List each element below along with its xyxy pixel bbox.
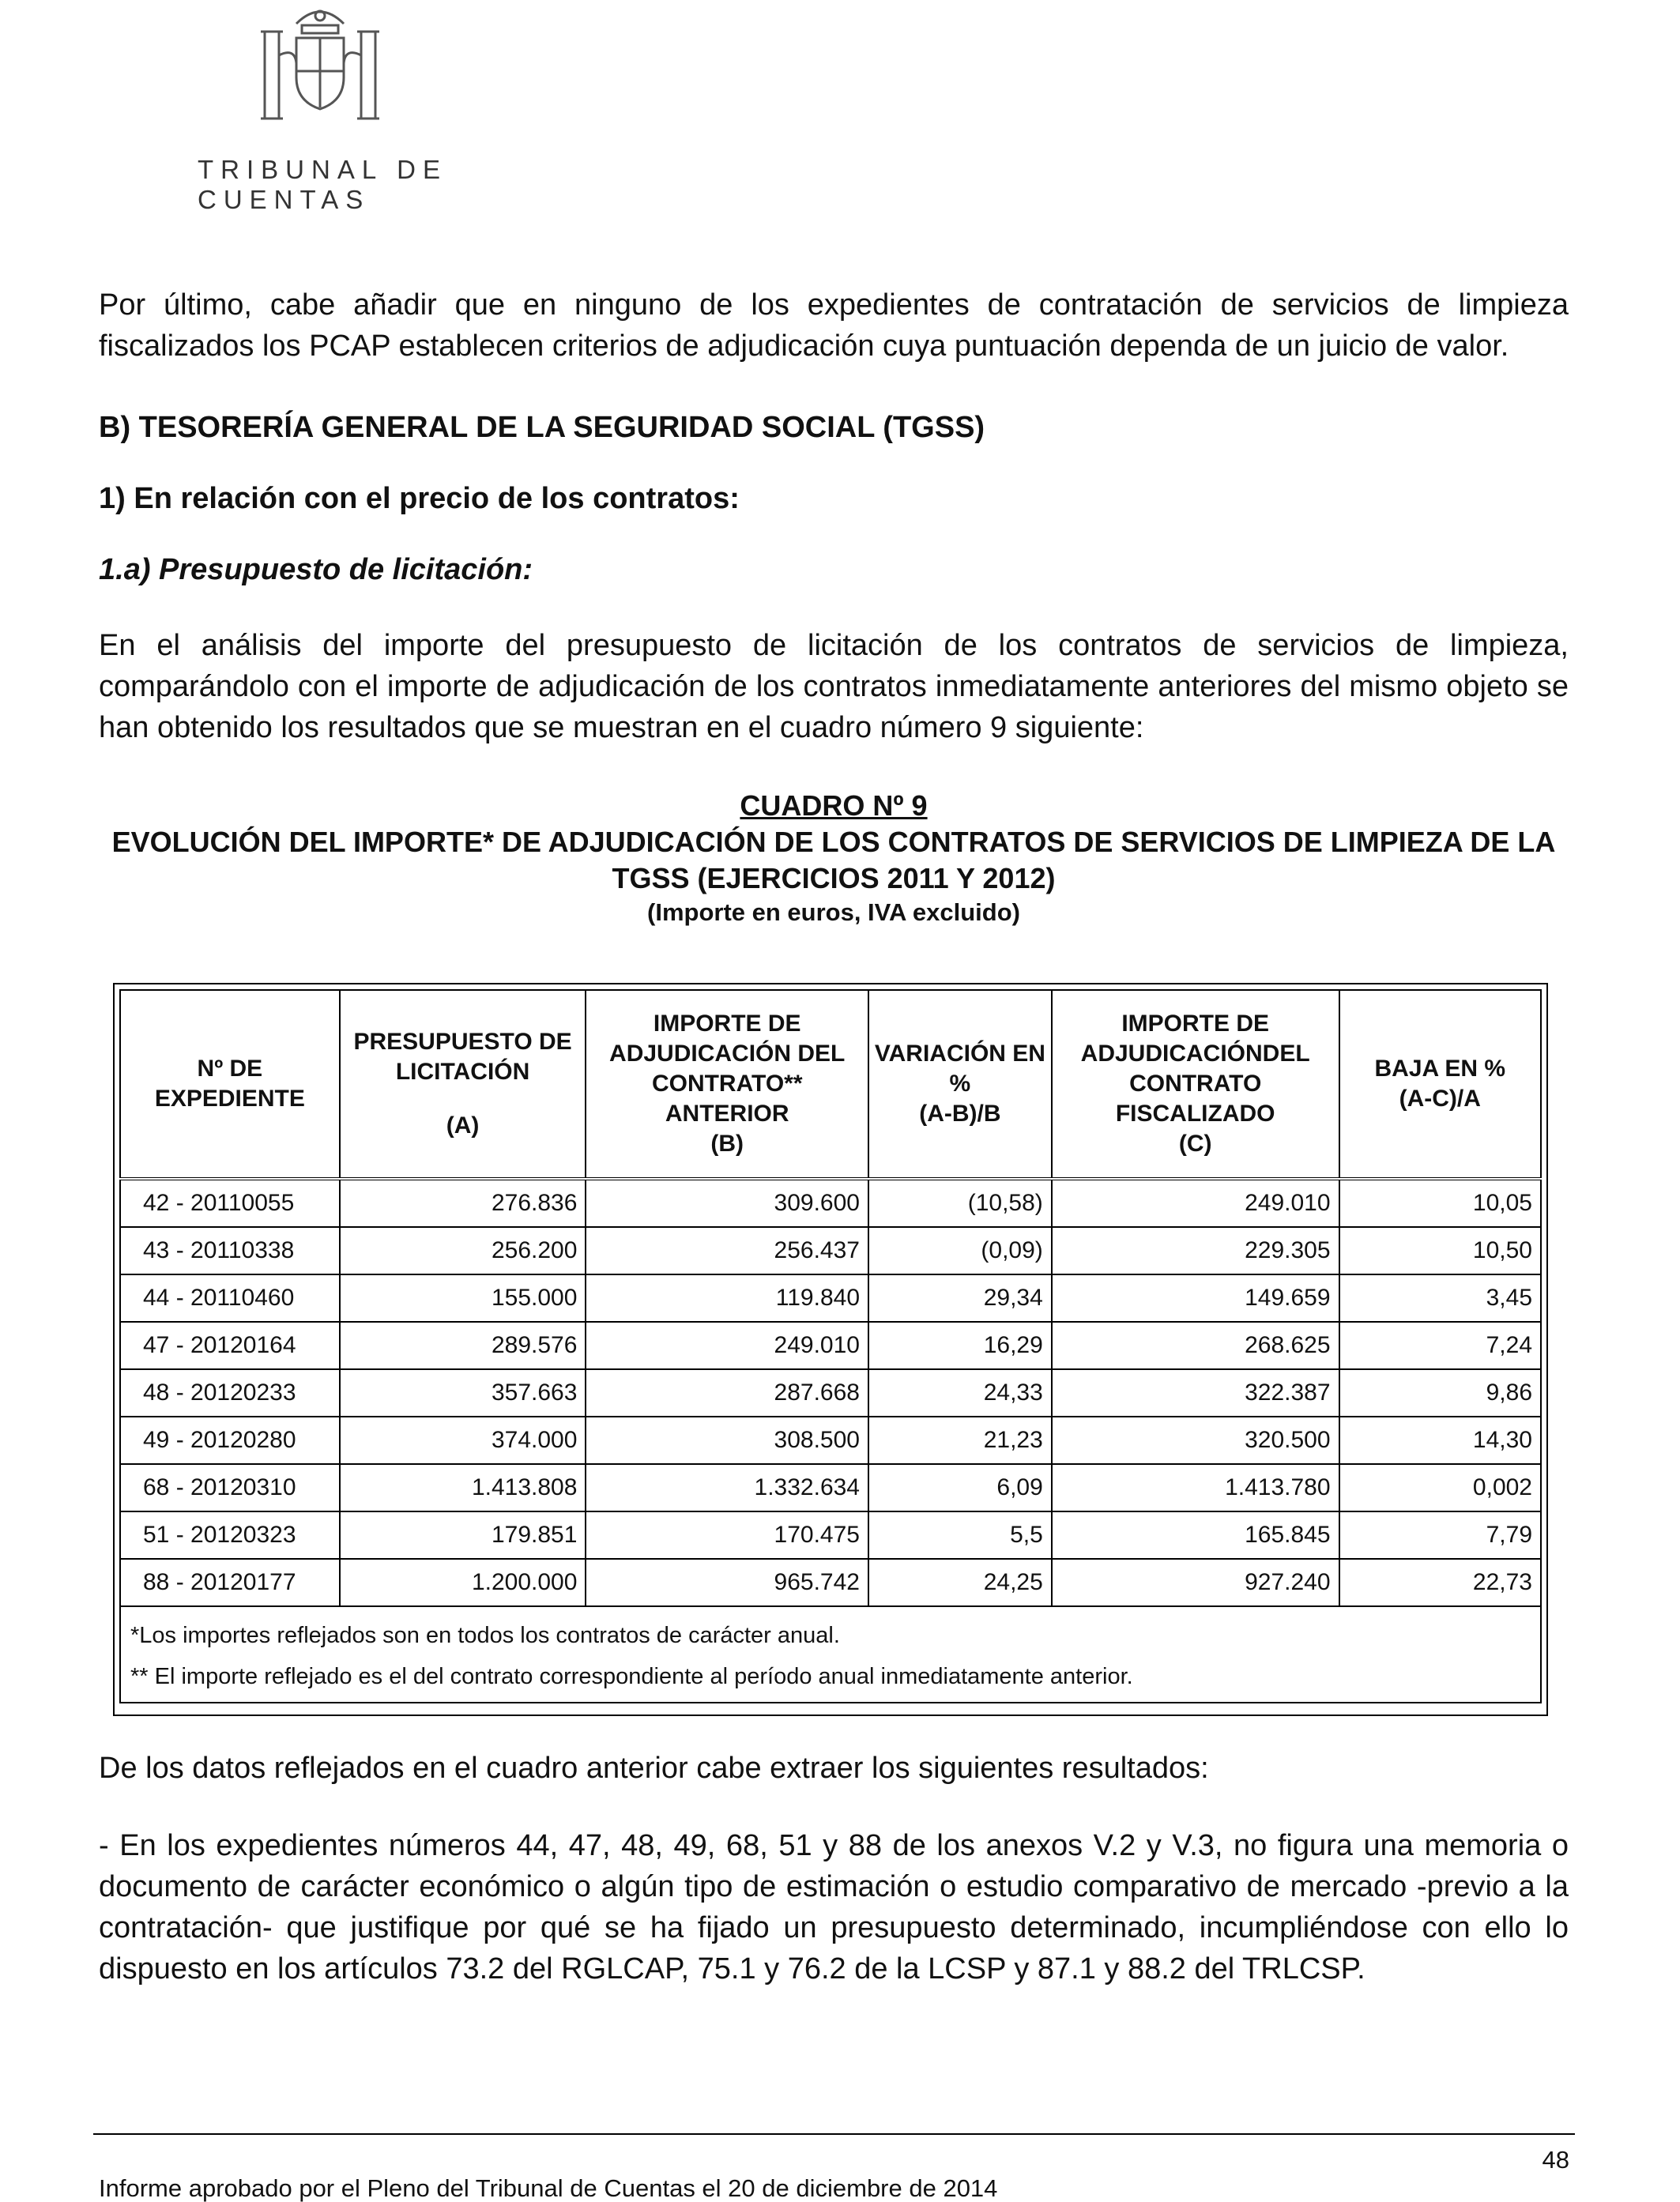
table-note: ** El importe reflejado es el del contrato correspondiente al período anual inmediatamente anterior. bbox=[130, 1664, 1133, 1689]
table-title: EVOLUCIÓN DEL IMPORTE* DE ADJUDICACIÓN DE LOS CONTRATOS DE SERVICIOS DE LIMPIEZA DE LA TGSS (EJERCICIOS 2011 Y 2012) bbox=[111, 826, 1556, 894]
subsubsection-heading: 1.a) Presupuesto de licitación: bbox=[99, 553, 533, 586]
table-units: (Importe en euros, IVA excluido) bbox=[647, 898, 1020, 926]
table-cell: 927.240 bbox=[1052, 1559, 1339, 1606]
table-cell: 119.840 bbox=[586, 1274, 868, 1322]
table-cell: 43 - 20110338 bbox=[120, 1227, 340, 1274]
table-cell: (0,09) bbox=[868, 1227, 1052, 1274]
analysis-paragraph: En el análisis del importe del presupuesto de licitación de los contratos de servicios de limpieza, comparándolo con el importe de adjudicación de los contratos inmediatamente anteriores del mismo objeto se han obtenido los resultados que se muestran en el cuadro número 9 siguiente: bbox=[99, 629, 1569, 744]
table-cell: 7,79 bbox=[1339, 1511, 1541, 1559]
header-logo bbox=[95, 0, 537, 214]
table-cell: 3,45 bbox=[1339, 1274, 1541, 1322]
table-row bbox=[120, 1227, 1541, 1274]
table-cell: (10,58) bbox=[868, 1179, 1052, 1227]
table-cell: 24,25 bbox=[868, 1559, 1052, 1606]
table-cell: 24,33 bbox=[868, 1369, 1052, 1417]
table-cell: 268.625 bbox=[1052, 1322, 1339, 1369]
table-cell: 149.659 bbox=[1052, 1274, 1339, 1322]
header-cell: PRESUPUESTO DE LICITACIÓN (A) bbox=[340, 990, 586, 1179]
table-row bbox=[120, 1179, 1541, 1227]
table-cell: 374.000 bbox=[340, 1417, 586, 1464]
table-cell: 21,23 bbox=[868, 1417, 1052, 1464]
table-cell: 287.668 bbox=[586, 1369, 868, 1417]
table-row bbox=[120, 1274, 1541, 1322]
table-cell: 44 - 20110460 bbox=[120, 1274, 340, 1322]
table-cell: 249.010 bbox=[586, 1322, 868, 1369]
table-cell: 289.576 bbox=[340, 1322, 586, 1369]
table-cell: 10,50 bbox=[1339, 1227, 1541, 1274]
header-cell: VARIACIÓN EN % (A-B)/B bbox=[868, 990, 1052, 1179]
table-cell: 6,09 bbox=[868, 1464, 1052, 1511]
table-cell: 14,30 bbox=[1339, 1417, 1541, 1464]
intro-paragraph: Por último, cabe añadir que en ninguno de los expedientes de contratación de servicios de limpieza fiscalizados los PCAP establecen criterios de adjudicación cuya puntuación dependa de un juicio de valor. bbox=[99, 288, 1569, 363]
table-cell: 320.500 bbox=[1052, 1417, 1339, 1464]
table-cell: 7,24 bbox=[1339, 1322, 1541, 1369]
table-frame bbox=[113, 983, 1548, 1716]
document-body bbox=[99, 284, 1569, 928]
table-note: *Los importes reflejados son en todos los contratos de carácter anual. bbox=[130, 1623, 840, 1648]
table-cell: 0,002 bbox=[1339, 1464, 1541, 1511]
table-cell: 309.600 bbox=[586, 1179, 868, 1227]
footer-approval-text: Informe aprobado por el Pleno del Tribunal de Cuentas el 20 de diciembre de 2014 bbox=[99, 2174, 998, 2202]
table-cell: 16,29 bbox=[868, 1322, 1052, 1369]
data-table bbox=[119, 989, 1542, 1703]
table-cell: 10,05 bbox=[1339, 1179, 1541, 1227]
table-cell: 9,86 bbox=[1339, 1369, 1541, 1417]
table-cell: 88 - 20120177 bbox=[120, 1559, 340, 1606]
table-caption bbox=[99, 788, 1569, 928]
table-cell: 322.387 bbox=[1052, 1369, 1339, 1417]
table-cell: 47 - 20120164 bbox=[120, 1322, 340, 1369]
table-row bbox=[120, 1464, 1541, 1511]
table-cell: 249.010 bbox=[1052, 1179, 1339, 1227]
table-cell: 1.413.808 bbox=[340, 1464, 586, 1511]
table-cell: 308.500 bbox=[586, 1417, 868, 1464]
table-cell: 22,73 bbox=[1339, 1559, 1541, 1606]
coat-of-arms-icon bbox=[253, 0, 387, 134]
results-paragraph: - En los expedientes números 44, 47, 48, 49, 68, 51 y 88 de los anexos V.2 y V.3, no figura una memoria o documento de carácter económico o algún tipo de estimación o estudio comparativo de mercado -previo a la contratación- que justifique por qué se ha fijado un presupuesto determinado, incumpliéndose con ello lo dispuesto en los artículos 73.2 del RGLCAP, 75.1 y 76.2 de la LCSP y 87.1 y 88.2 del TRLCSP. bbox=[99, 1829, 1569, 1986]
subsection-heading: 1) En relación con el precio de los contratos: bbox=[99, 482, 740, 515]
table-cell: 1.332.634 bbox=[586, 1464, 868, 1511]
table-row bbox=[120, 1369, 1541, 1417]
table-cell: 357.663 bbox=[340, 1369, 586, 1417]
page-number: 48 bbox=[1542, 2146, 1569, 2174]
table-cell: 165.845 bbox=[1052, 1511, 1339, 1559]
table-cell: 5,5 bbox=[868, 1511, 1052, 1559]
header-cell: IMPORTE DE ADJUDICACIÓN DEL CONTRATO** ANTERIOR (B) bbox=[586, 990, 868, 1179]
table-cell: 155.000 bbox=[340, 1274, 586, 1322]
table-cell: 42 - 20110055 bbox=[120, 1179, 340, 1227]
results-section bbox=[99, 1748, 1569, 1989]
table-cell: 48 - 20120233 bbox=[120, 1369, 340, 1417]
section-heading: B) TESORERÍA GENERAL DE LA SEGURIDAD SOCIAL (TGSS) bbox=[99, 411, 985, 444]
table-header-row bbox=[120, 990, 1541, 1179]
table-cell: 29,34 bbox=[868, 1274, 1052, 1322]
table-cell: 229.305 bbox=[1052, 1227, 1339, 1274]
table-cell: 276.836 bbox=[340, 1179, 586, 1227]
table-row bbox=[120, 1417, 1541, 1464]
table-notes bbox=[120, 1606, 1541, 1703]
table-row bbox=[120, 1322, 1541, 1369]
header-cell: BAJA EN % (A-C)/A bbox=[1339, 990, 1541, 1179]
table-cell: 49 - 20120280 bbox=[120, 1417, 340, 1464]
table-cell: 51 - 20120323 bbox=[120, 1511, 340, 1559]
results-intro: De los datos reflejados en el cuadro anterior cabe extraer los siguientes resultados: bbox=[99, 1752, 1209, 1785]
table-cell: 179.851 bbox=[340, 1511, 586, 1559]
table-number: CUADRO Nº 9 bbox=[740, 789, 928, 822]
table-cell: 68 - 20120310 bbox=[120, 1464, 340, 1511]
table-row bbox=[120, 1559, 1541, 1606]
organization-name: TRIBUNAL DE CUENTAS bbox=[198, 155, 447, 214]
table-notes-row bbox=[120, 1606, 1541, 1703]
table-cell: 256.200 bbox=[340, 1227, 586, 1274]
table-cell: 965.742 bbox=[586, 1559, 868, 1606]
table-row bbox=[120, 1511, 1541, 1559]
table-cell: 1.200.000 bbox=[340, 1559, 586, 1606]
header-cell: Nº DE EXPEDIENTE bbox=[120, 990, 340, 1179]
footer-divider bbox=[93, 2133, 1575, 2135]
header-cell: IMPORTE DE ADJUDICACIÓNDEL CONTRATO FISCALIZADO (C) bbox=[1052, 990, 1339, 1179]
table-cell: 256.437 bbox=[586, 1227, 868, 1274]
table-cell: 1.413.780 bbox=[1052, 1464, 1339, 1511]
table-cell: 170.475 bbox=[586, 1511, 868, 1559]
